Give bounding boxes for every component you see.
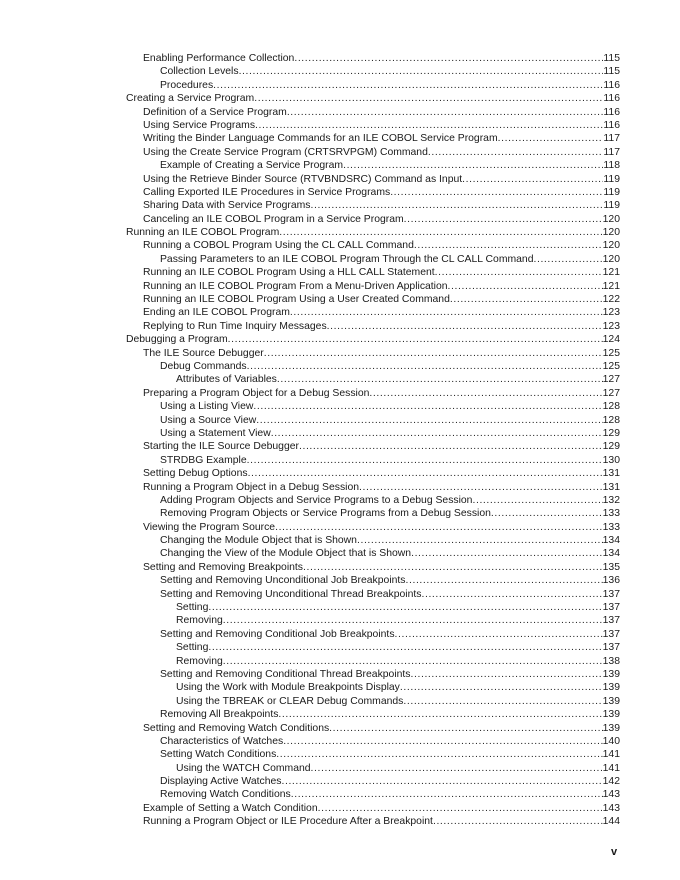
dot-leader <box>264 347 603 360</box>
dot-leader <box>428 146 604 159</box>
toc-entry <box>0 655 680 668</box>
toc-entry-page: 143 <box>602 789 620 801</box>
dot-leader <box>277 373 603 386</box>
toc-entry-page: 143 <box>602 802 620 814</box>
toc-entry <box>0 226 680 239</box>
toc-entry-title: Using Service Programs <box>143 119 256 131</box>
dot-leader <box>299 440 603 453</box>
toc-entry-title: Passing Parameters to an ILE COBOL Program Through the CL CALL Command <box>160 253 534 265</box>
toc-entry-title: Procedures <box>160 79 214 91</box>
toc-entry-page: 140 <box>602 735 620 747</box>
toc-entry <box>0 239 680 252</box>
toc-entry <box>0 119 680 132</box>
dot-leader <box>359 481 603 494</box>
toc-entry-title: Viewing the Program Source <box>143 521 276 533</box>
toc-entry <box>0 802 680 815</box>
dot-leader <box>310 199 603 212</box>
dot-leader <box>256 414 602 427</box>
toc-entry-page: 125 <box>602 347 620 359</box>
toc-entry-title: STRDBG Example <box>160 454 247 466</box>
toc-entry-page: 132 <box>602 494 620 506</box>
dot-leader <box>294 52 603 65</box>
toc-entry-title: Running an ILE COBOL Program <box>126 227 280 239</box>
dot-leader <box>491 507 603 520</box>
toc-entry-title: Removing <box>176 615 223 627</box>
dot-leader <box>404 213 603 226</box>
dot-leader <box>390 186 603 199</box>
toc-entry-title: Starting the ILE Source Debugger <box>143 441 299 453</box>
toc-entry-page: 139 <box>602 695 620 707</box>
toc-entry-title: Using a Source View <box>160 414 257 426</box>
toc-entry-title: Setting <box>176 602 209 614</box>
dot-leader <box>343 159 603 172</box>
toc-entry-title: Displaying Active Watches <box>160 776 282 788</box>
toc-entry-title: Canceling an ILE COBOL Program in a Service Program <box>143 213 404 225</box>
toc-entry-page: 137 <box>602 602 620 614</box>
toc-entry-page: 129 <box>602 427 620 439</box>
dot-leader <box>247 360 603 373</box>
toc-entry-page: 123 <box>602 307 620 319</box>
dot-leader <box>247 454 603 467</box>
dot-leader <box>357 534 603 547</box>
toc-entry <box>0 266 680 279</box>
toc-entry-page: 116 <box>603 93 620 105</box>
dot-leader <box>400 681 603 694</box>
toc-entry-title: Removing <box>176 655 223 667</box>
toc-entry-page: 116 <box>603 119 620 131</box>
dot-leader <box>403 695 602 708</box>
toc-entry <box>0 146 680 159</box>
toc-entry-page: 119 <box>603 186 620 198</box>
toc-entry <box>0 360 680 373</box>
toc-entry-page: 142 <box>602 776 620 788</box>
dot-leader <box>253 400 602 413</box>
toc-entry <box>0 788 680 801</box>
toc-entry <box>0 186 680 199</box>
toc-entry-page: 128 <box>602 414 620 426</box>
dot-leader <box>311 762 603 775</box>
toc-entry-title: Using the TBREAK or CLEAR Debug Commands <box>176 695 404 707</box>
toc-entry-page: 139 <box>602 709 620 721</box>
dot-leader <box>208 641 602 654</box>
dot-leader <box>254 92 603 105</box>
toc-entry-page: 133 <box>602 521 620 533</box>
toc-entry-title: Setting and Removing Breakpoints <box>143 561 303 573</box>
toc-entry-page: 125 <box>602 360 620 372</box>
toc-entry <box>0 65 680 78</box>
toc-entry <box>0 561 680 574</box>
toc-entry-title: Preparing a Program Object for a Debug Session <box>143 387 370 399</box>
toc-entry-title: The ILE Source Debugger <box>143 347 264 359</box>
dot-leader <box>291 788 603 801</box>
dot-leader <box>329 722 602 735</box>
toc-entry <box>0 52 680 65</box>
toc-entry-title: Replying to Run Time Inquiry Messages <box>143 320 327 332</box>
toc-entry-title: Removing Watch Conditions <box>160 789 291 801</box>
dot-leader <box>281 775 602 788</box>
toc-entry-title: Enabling Performance Collection <box>143 53 295 64</box>
toc-entry-page: 134 <box>602 535 620 547</box>
toc-entry-title: Setting <box>176 642 209 654</box>
toc-entry-page: 116 <box>603 106 620 118</box>
toc-entry-page: 116 <box>603 79 620 91</box>
toc-entry <box>0 414 680 427</box>
toc-entry-page: 121 <box>602 267 620 279</box>
toc-entry <box>0 92 680 105</box>
toc-entry <box>0 106 680 119</box>
toc-entry <box>0 440 680 453</box>
toc-entry <box>0 762 680 775</box>
toc-entry <box>0 614 680 627</box>
toc-entry <box>0 293 680 306</box>
toc-entry <box>0 481 680 494</box>
toc-entry-page: 118 <box>603 160 620 172</box>
toc-entry-title: Setting and Removing Watch Conditions <box>143 722 330 734</box>
page-number-folio: v <box>611 846 618 858</box>
toc-entry-title: Debug Commands <box>160 360 247 372</box>
toc-entry <box>0 628 680 641</box>
toc-entry-page: 131 <box>602 468 620 480</box>
toc-entry-title: Using a Statement View <box>160 427 271 439</box>
toc-entry-page: 124 <box>602 334 620 346</box>
toc-entry-page: 139 <box>602 668 620 680</box>
toc-entry <box>0 668 680 681</box>
toc-entry <box>0 641 680 654</box>
toc-entry-page: 137 <box>602 615 620 627</box>
toc-entry-title: Calling Exported ILE Procedures in Service Programs <box>143 186 391 198</box>
toc-entry <box>0 280 680 293</box>
toc-entry <box>0 173 680 186</box>
toc-entry <box>0 521 680 534</box>
dot-leader <box>450 293 603 306</box>
toc-entry <box>0 507 680 520</box>
toc-entry-title: Setting Debug Options <box>143 468 248 480</box>
toc-entry <box>0 427 680 440</box>
dot-leader <box>287 106 604 119</box>
toc-entry-page: 119 <box>603 173 620 185</box>
dot-leader <box>369 387 602 400</box>
toc-entry <box>0 387 680 400</box>
toc-entry-page: 128 <box>602 401 620 413</box>
toc-entry-title: Using the Retrieve Binder Source (RTVBNDSRC) Command as Input <box>143 173 463 185</box>
dot-leader <box>327 320 603 333</box>
toc-entry-page: 137 <box>602 628 620 640</box>
toc-entry <box>0 347 680 360</box>
toc-entry-page: 137 <box>602 642 620 654</box>
toc-entry-page: 117 <box>603 133 620 145</box>
toc-entry-page: 139 <box>602 722 620 734</box>
toc-entry-page: 134 <box>602 548 620 560</box>
dot-leader <box>421 588 602 601</box>
toc-entry-page: 137 <box>602 588 620 600</box>
dot-leader <box>283 735 602 748</box>
toc-entry-page: 119 <box>603 200 620 212</box>
toc-entry-title: Example of Creating a Service Program <box>160 160 344 172</box>
toc-entry-page: 123 <box>602 320 620 332</box>
dot-leader <box>303 561 603 574</box>
dot-leader <box>213 79 603 92</box>
dot-leader <box>248 467 603 480</box>
toc-entry-title: Writing the Binder Language Commands for an ILE COBOL Service Program <box>143 133 498 145</box>
toc-entry <box>0 574 680 587</box>
toc-entry <box>0 454 680 467</box>
toc-entry-title: Running an ILE COBOL Program Using a HLL CALL Statement <box>143 267 435 279</box>
toc-entry <box>0 601 680 614</box>
toc-entry-title: Setting and Removing Unconditional Job Breakpoints <box>160 575 406 587</box>
dot-leader <box>276 748 602 761</box>
toc-entry-page: 120 <box>602 227 620 239</box>
toc-entry-page: 135 <box>602 561 620 573</box>
toc-entry-page: 115 <box>603 66 620 78</box>
toc-entry-page: 127 <box>602 374 620 386</box>
toc-entry <box>0 547 680 560</box>
toc-entry-title: Removing Program Objects or Service Programs from a Debug Session <box>160 508 491 520</box>
toc-entry-page: 133 <box>602 508 620 520</box>
toc-entry <box>0 159 680 172</box>
toc-entry-page: 115 <box>603 53 620 64</box>
toc-entry <box>0 815 680 828</box>
toc-entry-title: Sharing Data with Service Programs <box>143 200 311 212</box>
toc-entry <box>0 748 680 761</box>
toc-entry-title: Setting and Removing Conditional Job Breakpoints <box>160 628 395 640</box>
toc-entry-page: 141 <box>602 749 620 761</box>
dot-leader <box>395 628 603 641</box>
dot-leader <box>498 132 604 145</box>
dot-leader <box>414 239 603 252</box>
toc-entry-title: Example of Setting a Watch Condition <box>143 802 318 814</box>
toc-entry <box>0 681 680 694</box>
toc-entry-page: 144 <box>602 816 620 828</box>
dot-leader <box>472 494 602 507</box>
dot-leader <box>275 521 603 534</box>
toc-entry-title: Changing the View of the Module Object that is Shown <box>160 548 412 560</box>
toc-entry-title: Setting and Removing Unconditional Thread Breakpoints <box>160 588 422 600</box>
toc-entry-title: Adding Program Objects and Service Programs to a Debug Session <box>160 494 473 506</box>
dot-leader <box>462 173 603 186</box>
toc-entry <box>0 534 680 547</box>
dot-leader <box>239 65 604 78</box>
toc-entry <box>0 199 680 212</box>
toc-entry-title: Setting and Removing Conditional Thread Breakpoints <box>160 668 411 680</box>
dot-leader <box>433 815 603 828</box>
toc-entry-title: Collection Levels <box>160 66 239 78</box>
toc-entry-page: 139 <box>602 682 620 694</box>
dot-leader <box>405 574 602 587</box>
toc-entry-title: Attributes of Variables <box>176 374 277 386</box>
toc-entry-title: Running a Program Object in a Debug Session <box>143 481 360 493</box>
toc-entry-title: Using the Create Service Program (CRTSRVPGM) Command <box>143 146 428 158</box>
dot-leader <box>271 427 603 440</box>
dot-leader <box>223 655 603 668</box>
toc-entry-title: Changing the Module Object that is Shown <box>160 535 357 547</box>
toc-entry-title: Setting Watch Conditions <box>160 749 277 761</box>
toc-entry-page: 138 <box>602 655 620 667</box>
toc-entry <box>0 467 680 480</box>
dot-leader <box>448 280 603 293</box>
toc-entry-title: Running an ILE COBOL Program Using a User Created Command <box>143 294 450 306</box>
dot-leader <box>255 119 603 132</box>
toc-entry <box>0 735 680 748</box>
toc-entry-page: 121 <box>602 280 620 292</box>
toc-entry-title: Running an ILE COBOL Program From a Menu-Driven Application <box>143 280 448 292</box>
toc-entry-page: 120 <box>602 240 620 252</box>
toc-entry <box>0 708 680 721</box>
toc-entry-title: Using a Listing View <box>160 401 254 413</box>
toc-entry-page: 127 <box>602 387 620 399</box>
toc-entry <box>0 79 680 92</box>
dot-leader <box>435 266 603 279</box>
table-of-contents <box>0 52 680 829</box>
dot-leader <box>411 668 603 681</box>
toc-entry-title: Ending an ILE COBOL Program <box>143 307 290 319</box>
toc-entry <box>0 213 680 226</box>
toc-entry <box>0 132 680 145</box>
dot-leader <box>223 614 603 627</box>
toc-entry-title: Removing All Breakpoints <box>160 709 279 721</box>
toc-entry-page: 129 <box>602 441 620 453</box>
toc-entry <box>0 373 680 386</box>
toc-entry-page: 117 <box>603 146 620 158</box>
dot-leader <box>533 253 602 266</box>
toc-entry-page: 120 <box>602 253 620 265</box>
dot-leader <box>290 306 603 319</box>
toc-entry <box>0 333 680 346</box>
toc-entry-title: Characteristics of Watches <box>160 735 284 747</box>
toc-entry <box>0 722 680 735</box>
toc-entry-title: Running a COBOL Program Using the CL CALL Command <box>143 240 414 252</box>
toc-entry-title: Definition of a Service Program <box>143 106 287 118</box>
dot-leader <box>228 333 603 346</box>
dot-leader <box>318 802 603 815</box>
toc-entry <box>0 400 680 413</box>
dot-leader <box>279 226 602 239</box>
toc-entry-title: Creating a Service Program <box>126 93 255 105</box>
toc-entry-page: 136 <box>602 575 620 587</box>
toc-entry <box>0 695 680 708</box>
toc-entry <box>0 320 680 333</box>
toc-entry-page: 122 <box>602 294 620 306</box>
toc-entry-title: Using the Work with Module Breakpoints Display <box>176 682 400 694</box>
toc-entry <box>0 253 680 266</box>
toc-entry <box>0 588 680 601</box>
dot-leader <box>278 708 602 721</box>
toc-entry <box>0 306 680 319</box>
dot-leader <box>411 547 603 560</box>
toc-entry <box>0 494 680 507</box>
toc-entry-title: Using the WATCH Command <box>176 762 311 774</box>
toc-entry-page: 130 <box>602 454 620 466</box>
toc-entry-page: 141 <box>602 762 620 774</box>
toc-entry-page: 131 <box>602 481 620 493</box>
toc-entry <box>0 775 680 788</box>
toc-entry-title: Running a Program Object or ILE Procedure After a Breakpoint <box>143 816 433 828</box>
dot-leader <box>208 601 602 614</box>
toc-entry-page: 120 <box>602 213 620 225</box>
toc-entry-title: Debugging a Program <box>126 334 228 346</box>
